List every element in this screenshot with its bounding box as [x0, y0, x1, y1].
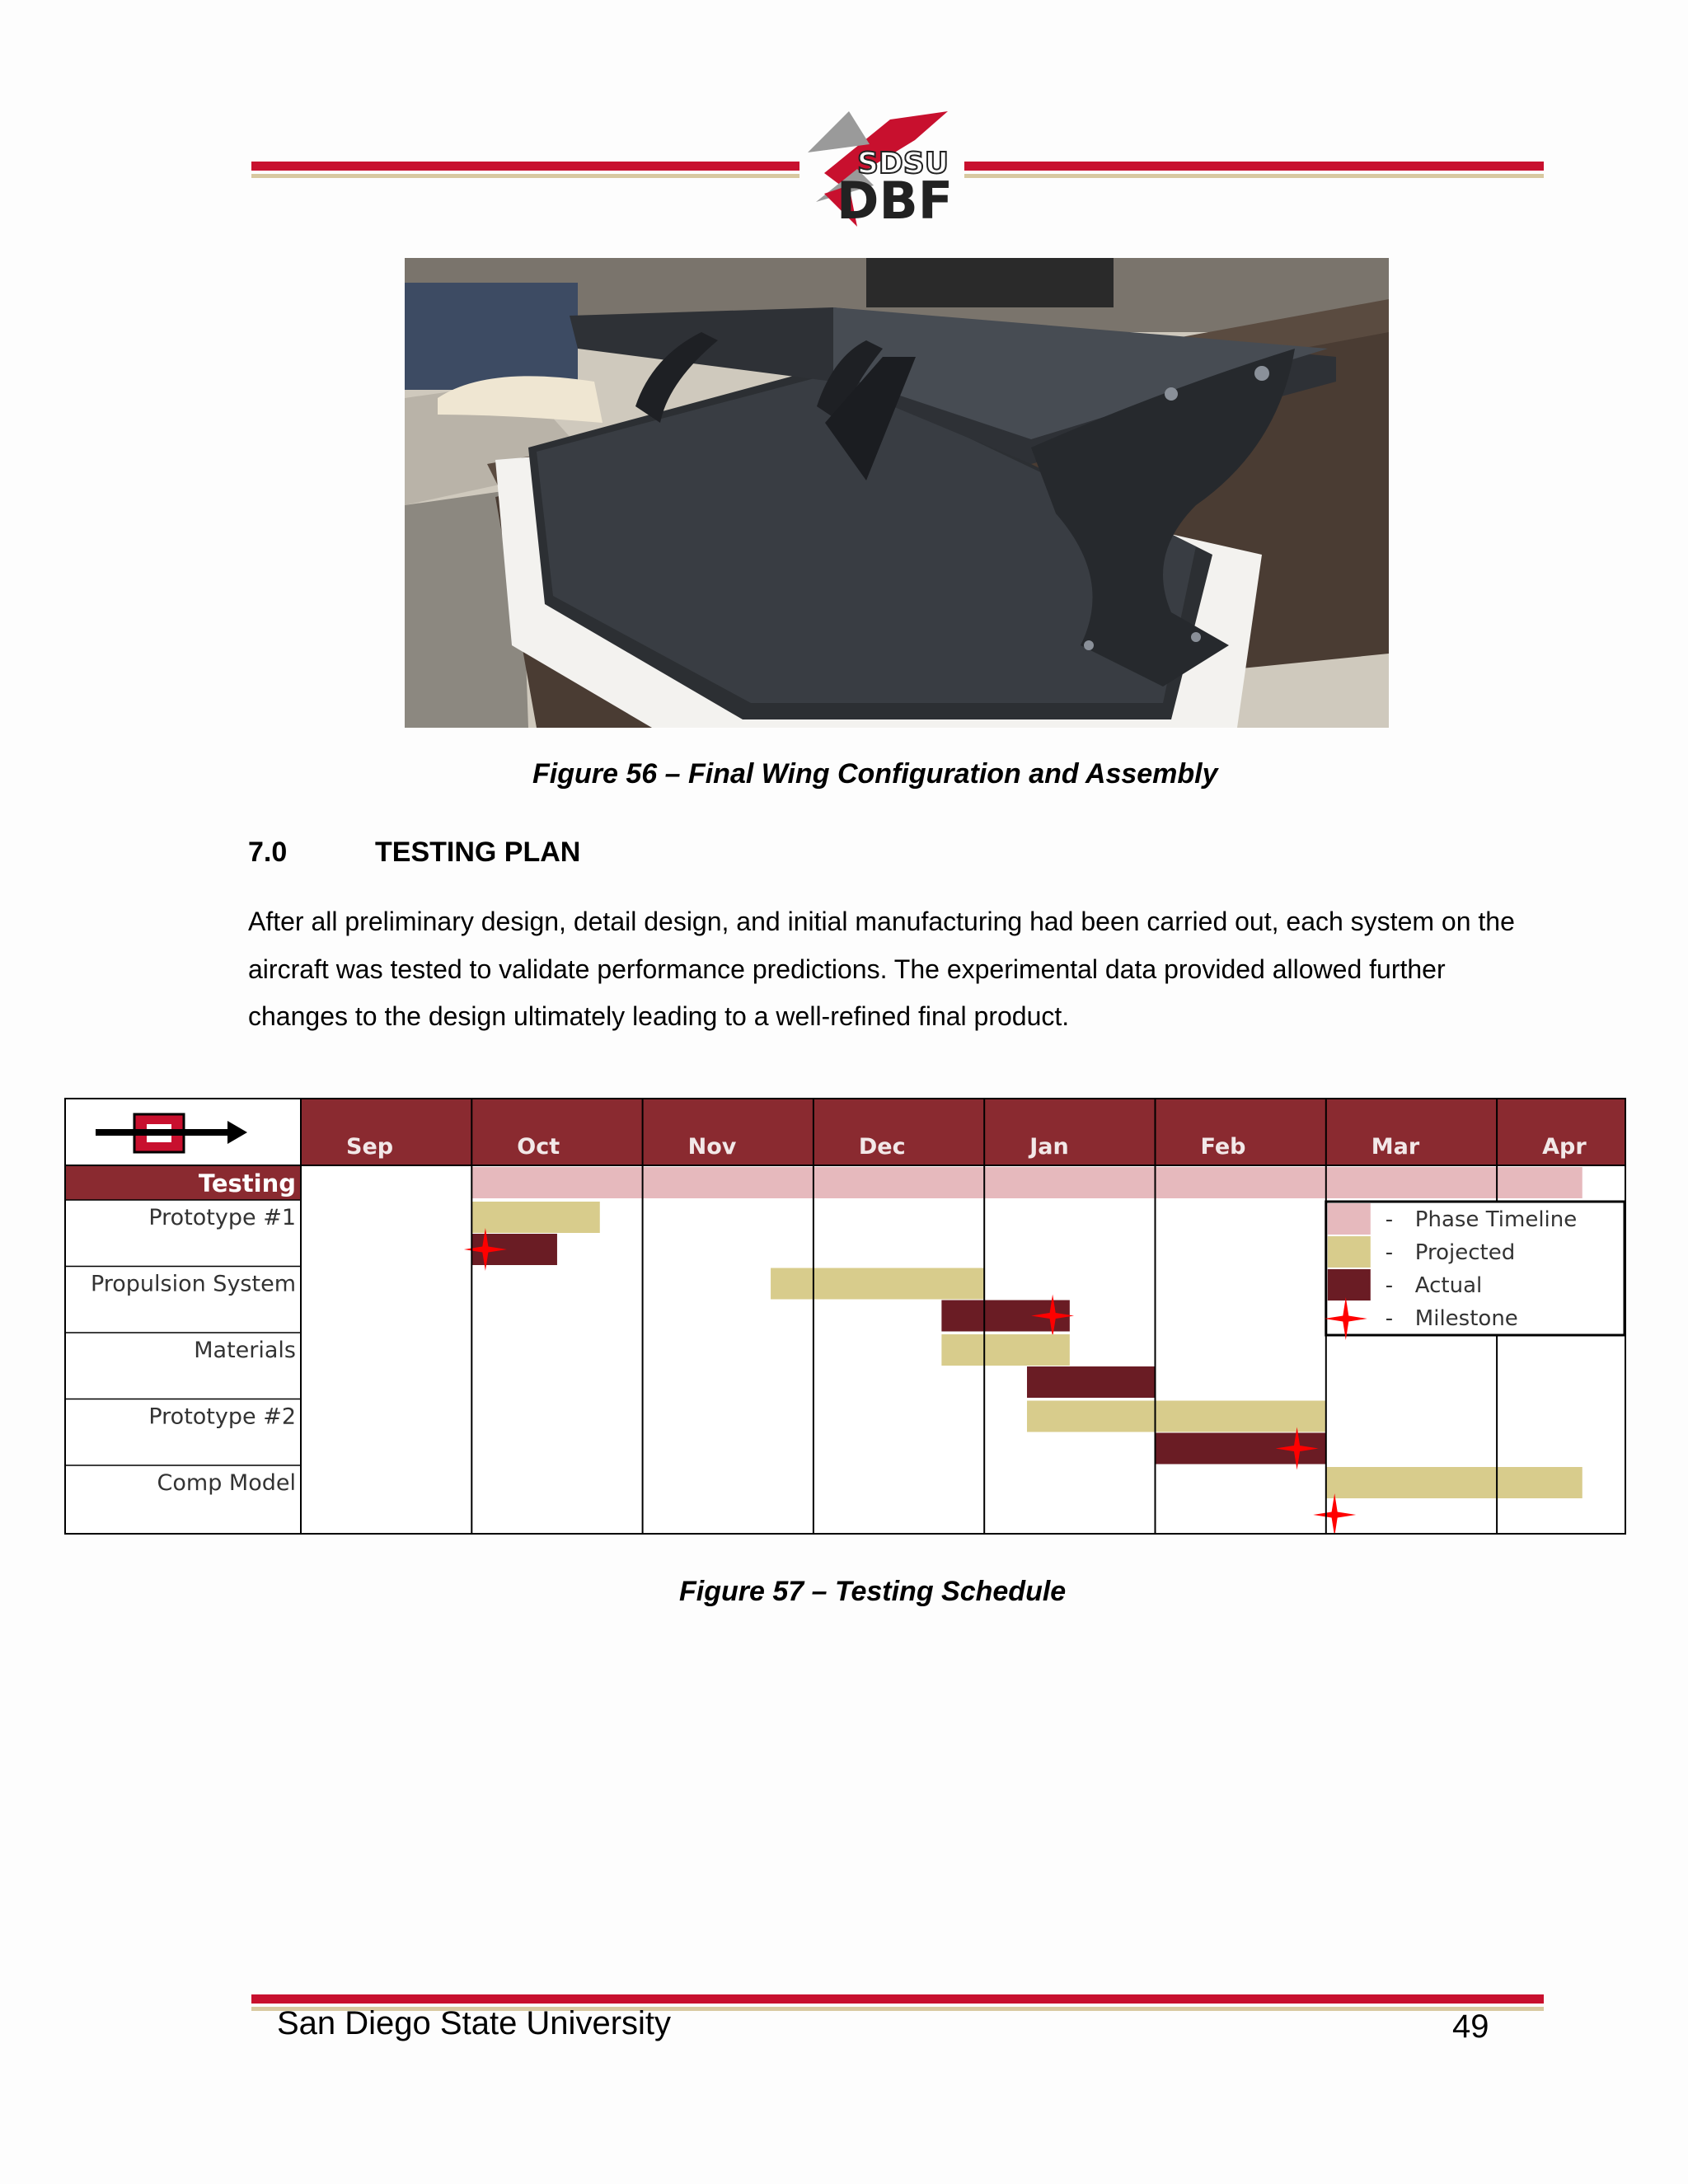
- figure-57-caption: Figure 57 – Testing Schedule: [679, 1576, 1067, 1607]
- legend-label: Projected: [1414, 1240, 1516, 1265]
- logo-text-bottom: DBF: [837, 171, 954, 231]
- projected-bar: [471, 1202, 599, 1233]
- page-number: 49: [1452, 2008, 1489, 2045]
- section-title: TESTING PLAN: [375, 837, 581, 868]
- month-label-nov: Nov: [687, 1134, 737, 1160]
- wing-photo: [405, 258, 1389, 728]
- logo-spear: [96, 1129, 227, 1136]
- legend-dash: -: [1385, 1306, 1394, 1331]
- testing-header-label: Testing: [198, 1169, 296, 1197]
- section-body-text: After all preliminary design, detail design, and initial manufacturing had been carried out, each system on the aircraft was tested to validate performance predictions. The experimental data provided allowed further changes to the design ultimately leading to a well-refined final product.: [248, 907, 1515, 1031]
- legend-swatch: [1328, 1203, 1371, 1235]
- section-number: 7.0: [248, 837, 288, 868]
- legend-swatch: [1328, 1236, 1371, 1268]
- phase-timeline-bar: [471, 1167, 1582, 1198]
- legend-dash: -: [1385, 1240, 1394, 1265]
- legend-label: Actual: [1414, 1273, 1483, 1298]
- legend-swatch: [1328, 1269, 1371, 1301]
- row-label: Prototype #1: [148, 1205, 296, 1230]
- projected-bar: [1027, 1401, 1326, 1432]
- legend-label: Milestone: [1414, 1306, 1518, 1331]
- month-header-band: [301, 1098, 1626, 1165]
- logo-text-top: SDSU: [857, 147, 949, 180]
- month-label-jan: Jan: [1029, 1134, 1069, 1160]
- month-label-apr: Apr: [1542, 1134, 1587, 1160]
- projected-bar: [771, 1268, 984, 1300]
- legend-dash: -: [1385, 1207, 1394, 1232]
- row-label: Comp Model: [157, 1470, 296, 1496]
- row-label: Prototype #2: [148, 1404, 296, 1430]
- month-label-feb: Feb: [1200, 1134, 1246, 1160]
- legend-dash: -: [1385, 1273, 1394, 1298]
- row-label: Propulsion System: [90, 1271, 296, 1297]
- actual-bar: [1027, 1366, 1155, 1398]
- testing-schedule-chart: [64, 1098, 1626, 1535]
- month-label-dec: Dec: [858, 1134, 906, 1160]
- month-label-oct: Oct: [517, 1134, 560, 1160]
- footer-university: San Diego State University: [277, 2005, 672, 2041]
- sdsu-dbf-logo: [791, 95, 981, 235]
- row-label: Materials: [194, 1338, 296, 1363]
- month-label-sep: Sep: [346, 1134, 394, 1160]
- figure-56-caption: Figure 56 – Final Wing Configuration and Assembly: [532, 758, 1218, 790]
- month-label-mar: Mar: [1371, 1134, 1420, 1160]
- projected-bar: [1326, 1467, 1582, 1498]
- legend-label: Phase Timeline: [1414, 1207, 1578, 1232]
- projected-bar: [941, 1334, 1069, 1366]
- section-heading: [248, 837, 580, 869]
